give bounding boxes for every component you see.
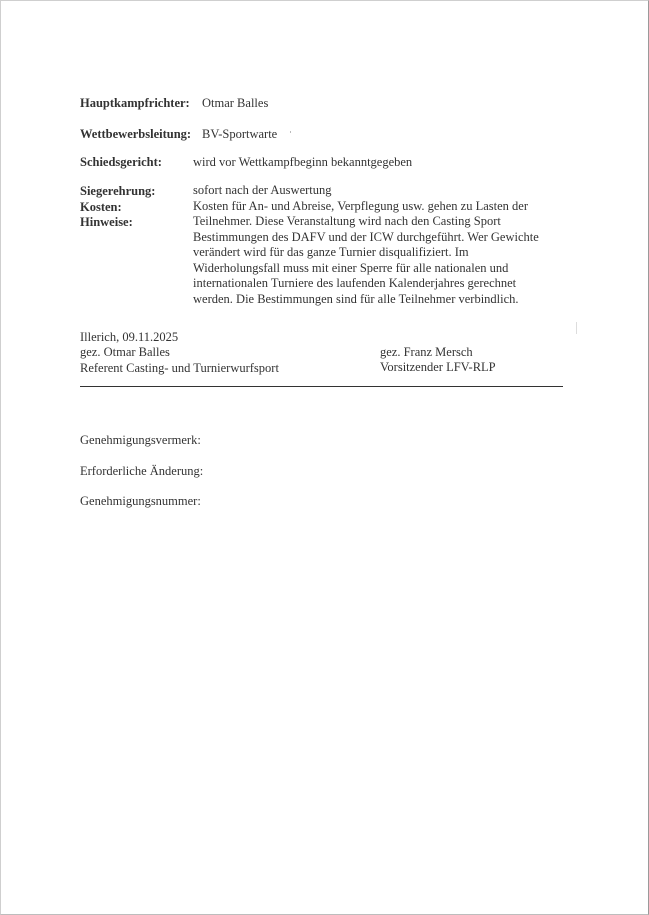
body-line: Bestimmungen des DAFV und der ICW durchgeführt. Wer Gewichte (193, 229, 539, 244)
hinweise-label: Hinweise: (80, 215, 133, 229)
genehmigungsnummer-label: Genehmigungsnummer: (80, 494, 201, 508)
body-line: verändert wird für das ganze Turnier disqualifiziert. Im (193, 245, 469, 259)
schiedsgericht-label: Schiedsgericht: (80, 155, 162, 169)
hauptkampfrichter-value: Otmar Balles (202, 96, 269, 110)
signer-left-name: gez. Otmar Balles (80, 345, 170, 360)
body-line: internationalen Turniere des laufenden Kalenderjahres gerechnet (193, 276, 517, 290)
body-line: Widerholungsfall muss mit einer Sperre für alle nationalen und (193, 260, 509, 275)
signer-right-name: gez. Franz Mersch (380, 345, 473, 359)
aenderung-label: Erforderliche Änderung: (80, 464, 204, 478)
place-date: Illerich, 09.11.2025 (80, 330, 179, 344)
kosten-label: Kosten: (80, 200, 122, 214)
scan-speck (290, 131, 291, 133)
body-line: sofort nach der Auswertung (193, 183, 332, 197)
genehmigungsvermerk-label: Genehmigungsvermerk: (80, 433, 201, 447)
signer-left-role: Referent Casting- und Turnierwurfsport (80, 360, 279, 375)
siegerehrung-label: Siegerehrung: (80, 184, 156, 198)
body-line: Teilnehmer. Diese Veranstaltung wird nach den Casting Sport (193, 214, 501, 228)
signer-right-role: Vorsitzender LFV-RLP (380, 360, 496, 375)
body-line: Kosten für An- und Abreise, Verpflegung usw. gehen zu Lasten der (193, 198, 528, 213)
signature-right (380, 345, 496, 376)
schiedsgericht-value: wird vor Wettkampfbeginn bekanntgegeben (193, 155, 413, 169)
body-line: werden. Die Bestimmungen sind für alle Teilnehmer verbindlich. (193, 291, 519, 306)
wettbewerbsleitung-value: BV-Sportwarte (202, 127, 278, 141)
hauptkampfrichter-label: Hauptkampfrichter: (80, 96, 190, 110)
wettbewerbsleitung-label: Wettbewerbsleitung: (80, 127, 192, 141)
conditions-text (193, 183, 563, 307)
scan-speck (576, 322, 577, 334)
signature-left (80, 330, 279, 376)
divider-line (80, 386, 563, 387)
